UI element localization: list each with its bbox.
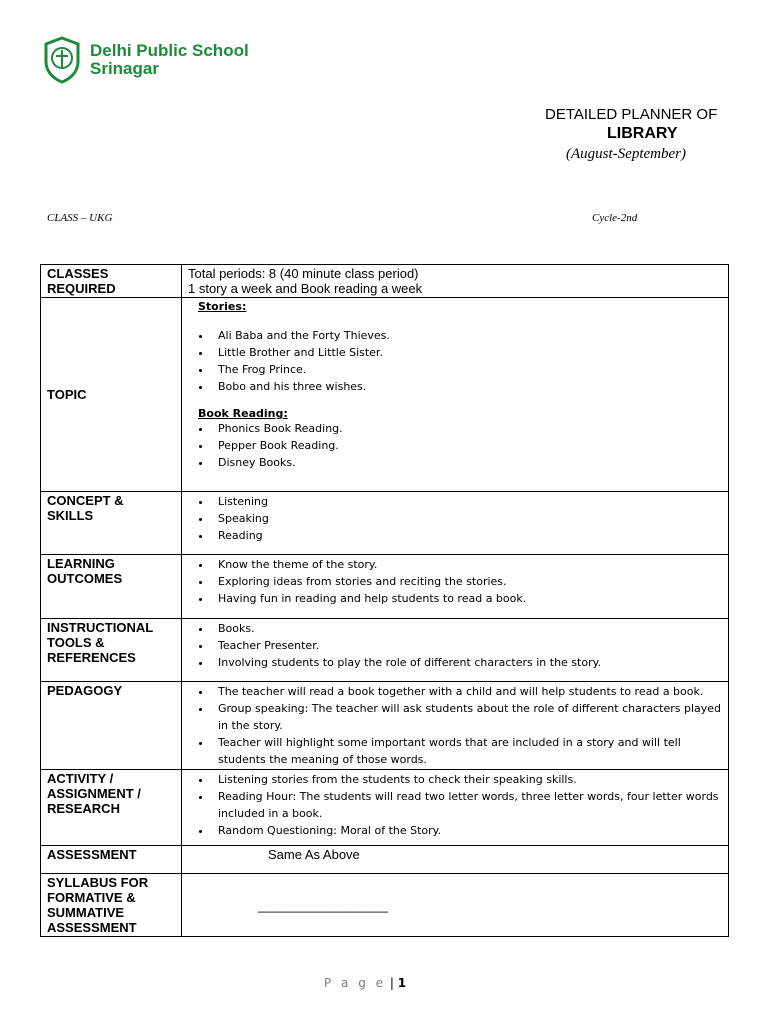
class-label: CLASS – UKG [47, 212, 113, 224]
school-logo [42, 36, 249, 84]
table-row [41, 874, 729, 937]
syllabus-value: __________________ [258, 897, 389, 913]
table-row [41, 682, 729, 770]
page-word: P a g e [324, 976, 387, 990]
bullet-list [188, 683, 722, 768]
list-item: • Disney Books. [212, 454, 722, 471]
row-value: Total periods: 8 (40 minute class period) 1 story a week and Book reading a week [182, 265, 729, 298]
row-value [182, 874, 729, 937]
list-item: • Involving students to play the role of different characters in the story. [212, 654, 722, 671]
table-row [41, 492, 729, 555]
row-value [182, 846, 729, 874]
table-row [41, 619, 729, 682]
planner-title: DETAILED PLANNER OF [545, 106, 718, 123]
subject-title: LIBRARY [607, 125, 678, 142]
page-footer [324, 976, 406, 990]
list-item: • Speaking [212, 510, 722, 527]
row-label: ASSESSMENT [41, 846, 182, 874]
stories-list [188, 327, 722, 395]
stories-heading: Stories: [198, 300, 247, 313]
school-crest-icon [42, 36, 82, 84]
school-name: Delhi Public School [90, 41, 249, 60]
row-value [182, 298, 729, 492]
list-item: • Exploring ideas from stories and reciting the stories. [212, 573, 722, 590]
list-item: • The teacher will read a book together with a child and will help students to read a book. [212, 683, 722, 700]
planner-table [40, 264, 729, 937]
table-row [41, 298, 729, 492]
period-subtitle: (August-September) [566, 146, 686, 162]
table-row [41, 846, 729, 874]
row-label: CLASSES REQUIRED [41, 265, 182, 298]
list-item: • Reading [212, 527, 722, 544]
list-item: • Bobo and his three wishes. [212, 378, 722, 395]
bullet-list [188, 771, 722, 839]
list-item: • Know the theme of the story. [212, 556, 722, 573]
row-label: PEDAGOGY [41, 682, 182, 770]
list-item: • Books. [212, 620, 722, 637]
row-label: INSTRUCTIONAL TOOLS & REFERENCES [41, 619, 182, 682]
table-row [41, 555, 729, 619]
table-row [41, 265, 729, 298]
list-item: • Teacher will highlight some important words that are included in a story and will tell students the meaning of those words. [212, 734, 722, 768]
row-label: TOPIC [41, 298, 182, 492]
row-value [182, 492, 729, 555]
list-item: • Having fun in reading and help students to read a book. [212, 590, 722, 607]
cycle-label: Cycle-2nd [592, 212, 638, 224]
row-label: CONCEPT & SKILLS [41, 492, 182, 555]
bullet-list [188, 493, 722, 544]
list-item: • Ali Baba and the Forty Thieves. [212, 327, 722, 344]
row-value [182, 555, 729, 619]
list-item: • Reading Hour: The students will read two letter words, three letter words, four letter words included in a book. [212, 788, 722, 822]
list-item: • Little Brother and Little Sister. [212, 344, 722, 361]
row-label: SYLLABUS FOR FORMATIVE & SUMMATIVE ASSESSMENT [41, 874, 182, 937]
books-list [188, 420, 722, 471]
table-row [41, 770, 729, 846]
list-item: • Phonics Book Reading. [212, 420, 722, 437]
page-separator: | [389, 976, 394, 990]
bullet-list [188, 620, 722, 671]
row-value [182, 770, 729, 846]
list-item: • The Frog Prince. [212, 361, 722, 378]
school-city: Srinagar [90, 59, 159, 78]
page-number: 1 [397, 976, 407, 990]
list-item: • Group speaking: The teacher will ask students about the role of different characters played in the story. [212, 700, 722, 734]
list-item: • Pepper Book Reading. [212, 437, 722, 454]
assessment-value: Same As Above [268, 847, 360, 862]
row-value [182, 619, 729, 682]
row-label: ACTIVITY / ASSIGNMENT / RESEARCH [41, 770, 182, 846]
list-item: • Teacher Presenter. [212, 637, 722, 654]
list-item: • Listening [212, 493, 722, 510]
book-reading-heading: Book Reading: [198, 407, 288, 420]
row-value [182, 682, 729, 770]
bullet-list [188, 556, 722, 607]
row-label: LEARNING OUTCOMES [41, 555, 182, 619]
list-item: • Listening stories from the students to check their speaking skills. [212, 771, 722, 788]
list-item: • Random Questioning: Moral of the Story. [212, 822, 722, 839]
